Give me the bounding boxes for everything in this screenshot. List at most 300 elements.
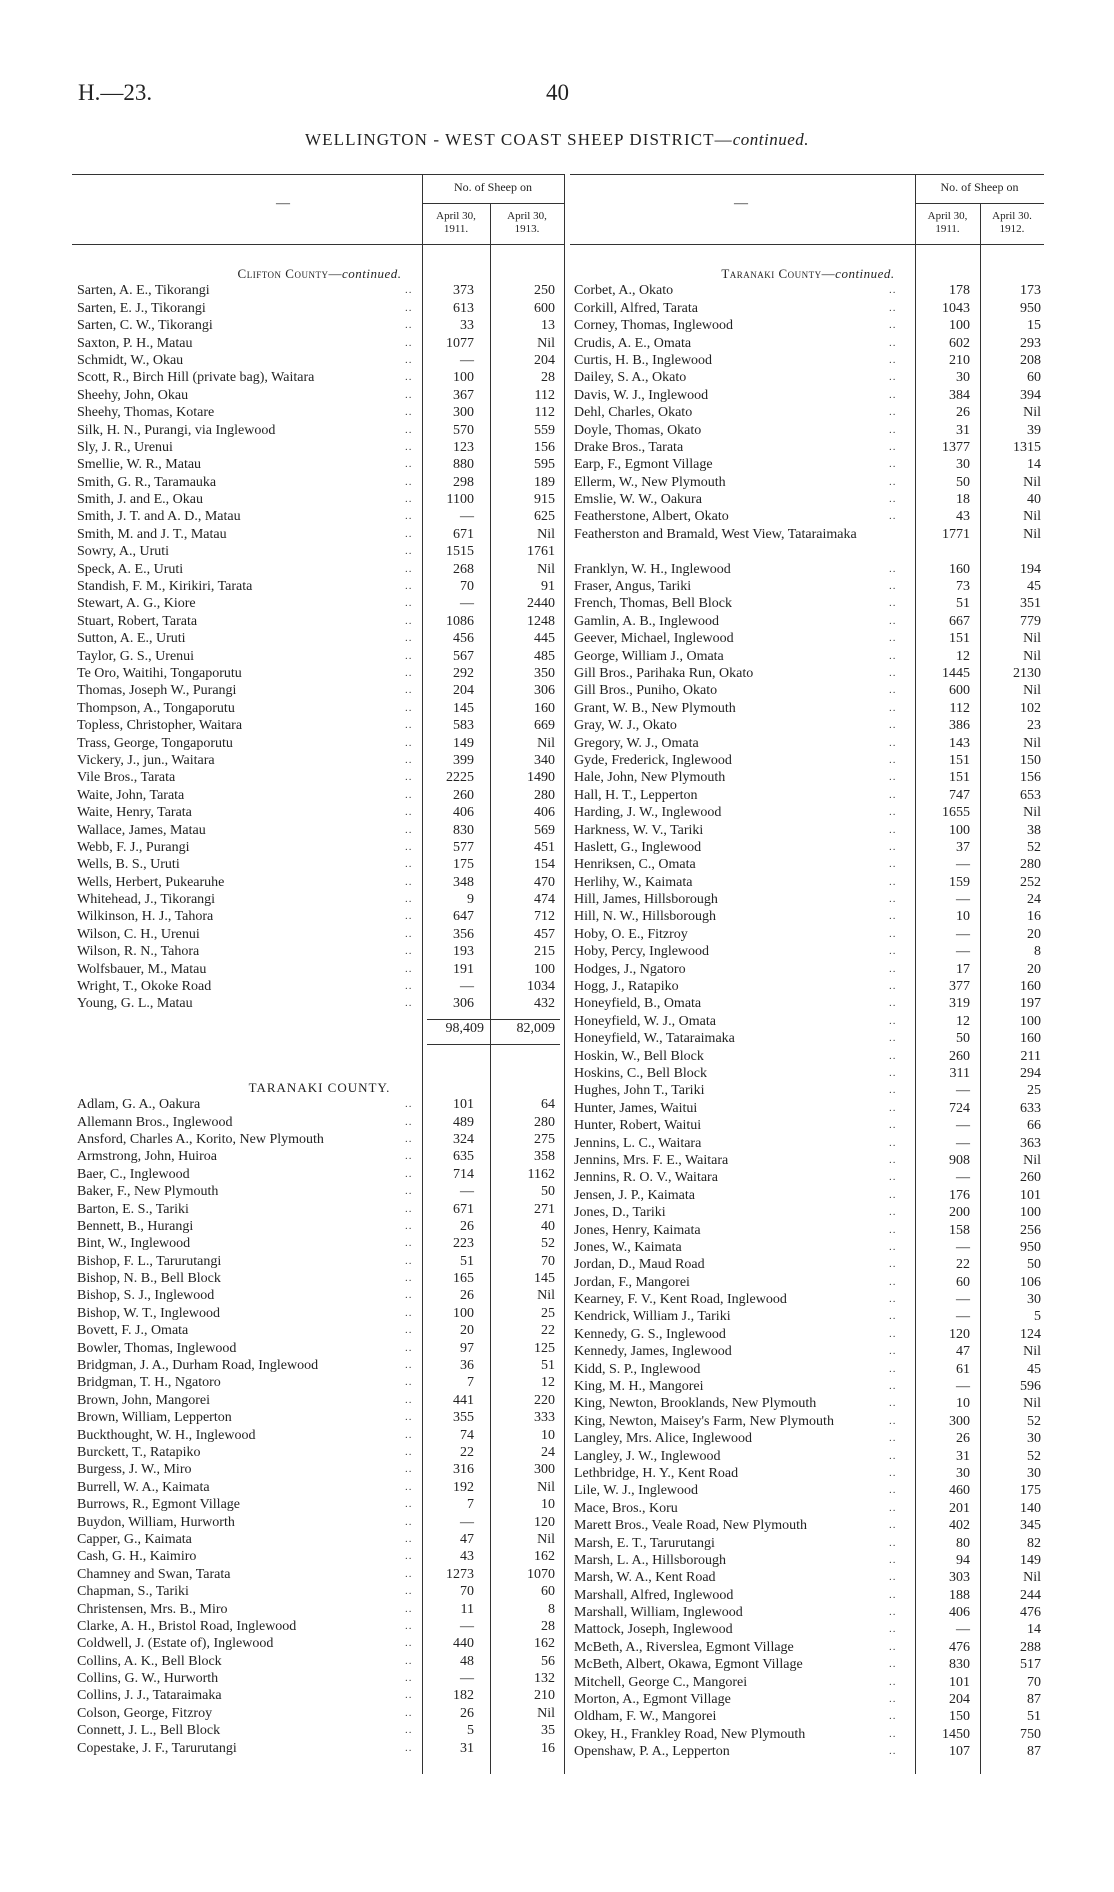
owner-name: Coldwell, J. (Estate of), Inglewood [77, 1636, 274, 1652]
leader-dots: .. [889, 1466, 897, 1479]
owner-name: Whitehead, J., Tikorangi [77, 892, 216, 908]
owner-name: Schmidt, W., Okau [77, 352, 184, 368]
sheep-count-1911: 300 [949, 1413, 970, 1429]
left-col1-line1: April 30, [436, 210, 476, 222]
sheep-count-later: 22 [541, 1323, 555, 1339]
table-row [574, 978, 1042, 995]
owner-name: Allemann Bros., Inglewood [77, 1114, 233, 1130]
owner-name: Armstrong, John, Huiroa [77, 1149, 217, 1165]
sheep-count-1911: 399 [453, 752, 474, 768]
leader-dots: .. [889, 1153, 897, 1166]
table-row [574, 1395, 1042, 1412]
table-row [77, 474, 562, 491]
owner-name: Bishop, N. B., Bell Block [77, 1271, 221, 1287]
table-row [77, 1461, 562, 1478]
right-group-header: No. of Sheep on [940, 180, 1019, 194]
owner-name: Smith, M. and J. T., Matau [77, 526, 227, 542]
leader-dots: .. [405, 493, 413, 506]
owner-name: Bint, W., Inglewood [77, 1236, 191, 1252]
leader-dots: .. [889, 893, 897, 906]
owner-name: Young, G. L., Matau [77, 996, 193, 1012]
table-row [574, 526, 1042, 561]
leader-dots: .. [889, 1553, 897, 1566]
sheep-count-later: 280 [1020, 857, 1041, 873]
table-row [77, 1705, 562, 1722]
sheep-count-later: 476 [1020, 1605, 1041, 1621]
leader-dots: .. [889, 667, 897, 679]
leader-dots: .. [889, 1119, 897, 1132]
sheep-count-later: 52 [1027, 1413, 1041, 1429]
leader-dots: .. [889, 423, 897, 436]
sheep-count-1911: 260 [453, 787, 474, 803]
table-row [77, 1531, 562, 1548]
leader-dots: .. [889, 580, 897, 593]
owner-name: Hall, H. T., Lepperton [574, 787, 698, 803]
owner-name: Bishop, F. L., Tarurutangi [77, 1253, 222, 1269]
leader-dots: .. [405, 945, 413, 958]
sheep-count-later: 271 [534, 1201, 555, 1217]
owner-name: Sheehy, Thomas, Kotare [77, 405, 215, 421]
sheep-count-1911: — [460, 1671, 474, 1687]
table-row [77, 317, 562, 334]
sheep-count-1911: 145 [453, 700, 474, 716]
sheep-count-later: 82 [1027, 1535, 1041, 1551]
sheep-count-1911: 583 [453, 718, 474, 734]
table-row [77, 1496, 562, 1513]
left-group-header: No. of Sheep on [454, 180, 532, 194]
owner-name: Scott, R., Birch Hill (private bag), Waitara [77, 370, 315, 386]
leader-dots: .. [889, 562, 897, 575]
sheep-count-1911: 51 [460, 1253, 474, 1269]
table-row [574, 595, 1042, 612]
sheep-count-later: 10 [541, 1427, 555, 1443]
sheep-count-later: 669 [534, 718, 555, 734]
owner-name: Jennins, Mrs. F. E., Waitara [574, 1152, 729, 1168]
sheep-count-later: 633 [1020, 1100, 1041, 1116]
leader-dots: .. [889, 684, 897, 697]
sheep-count-later: 2130 [1013, 666, 1041, 681]
table-row [574, 422, 1042, 439]
sheep-count-later: 595 [534, 457, 555, 473]
sheep-count-1911: 50 [956, 474, 970, 490]
leader-dots: .. [405, 1446, 413, 1458]
owner-name: Jones, D., Tariki [574, 1205, 666, 1221]
sheep-count-later: Nil [537, 1531, 555, 1547]
table-row [77, 978, 562, 995]
table-row [77, 1601, 562, 1618]
owner-name: Harkness, W. V., Tariki [574, 822, 704, 838]
sheep-count-1911: 48 [460, 1653, 474, 1669]
leader-dots: .. [405, 701, 413, 714]
left-section-heading-2: TARANAKI COUNTY. [248, 1079, 391, 1095]
sheep-count-1911: 47 [460, 1531, 474, 1547]
owner-name: Bridgman, J. A., Durham Road, Inglewood [77, 1358, 319, 1374]
sheep-count-later: 162 [534, 1549, 555, 1565]
sheep-count-1911: 31 [956, 1448, 970, 1464]
leader-dots: .. [889, 1136, 897, 1149]
left-col2-header [490, 210, 564, 236]
table-row [77, 717, 562, 734]
leader-dots: .. [405, 1637, 413, 1650]
leader-dots: .. [889, 1675, 897, 1688]
table-row [77, 961, 562, 978]
sheep-count-later: 189 [534, 474, 555, 490]
sheep-count-1911: 671 [453, 526, 474, 542]
table-row [77, 752, 562, 769]
leader-dots: .. [889, 1275, 897, 1288]
leader-dots: .. [889, 1519, 897, 1532]
leader-dots: .. [405, 1132, 413, 1145]
leader-dots: .. [889, 1223, 897, 1236]
sheep-count-1911: 94 [956, 1552, 970, 1568]
leader-dots: .. [405, 1150, 413, 1163]
table-row [77, 822, 562, 839]
leader-dots: .. [405, 475, 413, 488]
sheep-count-1911: 460 [949, 1483, 970, 1499]
owner-name: Trass, George, Tongaporutu [77, 735, 233, 751]
sheep-count-1911: 22 [460, 1445, 474, 1460]
leader-dots: .. [405, 719, 413, 732]
owner-name: Honeyfield, W., Tataraimaka [574, 1031, 735, 1047]
sheep-count-later: 60 [541, 1584, 555, 1600]
sheep-count-1911: 193 [453, 944, 474, 960]
table-row [574, 1065, 1042, 1082]
sheep-count-1911: 908 [949, 1152, 970, 1168]
table-row [77, 561, 562, 578]
sheep-count-later: Nil [1023, 735, 1041, 751]
table-row [77, 1548, 562, 1565]
leader-dots: .. [889, 475, 897, 488]
table-row [77, 1392, 562, 1409]
sheep-count-later: 45 [1027, 1361, 1041, 1377]
owner-name: Emslie, W. W., Oakura [574, 492, 702, 508]
table-row [574, 926, 1042, 943]
sheep-count-later: 45 [1027, 579, 1041, 595]
owner-name: Bishop, W. T., Inglewood [77, 1305, 220, 1321]
sheep-count-1911: 647 [453, 909, 474, 925]
owner-name: Wallace, James, Matau [77, 822, 206, 838]
sheep-count-1911: 292 [453, 665, 474, 681]
sheep-count-later: Nil [537, 1705, 555, 1721]
sheep-count-1911: 1100 [446, 492, 474, 508]
leader-dots: .. [405, 1672, 413, 1685]
table-row [574, 1117, 1042, 1134]
sheep-count-later: 712 [534, 909, 555, 925]
sheep-count-1911: 300 [453, 405, 474, 421]
table-row [574, 282, 1042, 299]
table-row [77, 1479, 562, 1496]
leader-dots: .. [405, 997, 413, 1010]
table-row [574, 943, 1042, 960]
sheep-count-later: 280 [534, 787, 555, 803]
leader-dots: .. [889, 1501, 897, 1514]
owner-name: Clarke, A. H., Bristol Road, Inglewood [77, 1618, 297, 1634]
sheep-count-1911: 26 [460, 1705, 474, 1721]
owner-name: Jones, Henry, Kaimata [574, 1222, 701, 1238]
owner-name: Baer, C., Inglewood [77, 1166, 190, 1182]
sheep-count-later: 1315 [1013, 439, 1041, 455]
page-number: 40 [546, 80, 569, 105]
owner-name: Doyle, Thomas, Okato [574, 422, 702, 438]
sheep-count-later: 112 [534, 405, 555, 421]
leader-dots: .. [889, 1588, 897, 1601]
leader-dots: .. [889, 597, 897, 610]
table-row [77, 1218, 562, 1235]
leader-dots: .. [889, 1206, 897, 1219]
leader-dots: .. [405, 319, 413, 332]
sheep-count-later: 173 [1020, 283, 1041, 299]
left-top-rule [72, 174, 564, 175]
leader-dots: .. [889, 753, 897, 766]
sheep-count-later: 470 [534, 874, 555, 890]
leader-dots: .. [889, 1397, 897, 1410]
table-row [574, 1082, 1042, 1099]
sheep-count-later: 2440 [527, 596, 555, 612]
leader-dots: .. [405, 545, 413, 558]
sheep-count-1911: 200 [949, 1205, 970, 1221]
sheep-count-1911: 1086 [446, 613, 474, 629]
table-row [77, 439, 562, 456]
table-row [574, 1691, 1042, 1708]
leader-dots: .. [405, 580, 413, 593]
leader-dots: .. [889, 1727, 897, 1740]
table-row [574, 1343, 1042, 1360]
owner-name: Jones, W., Kaimata [574, 1239, 682, 1255]
sheep-count-1911: 100 [453, 370, 474, 386]
owner-name: Marsh, E. T., Tarurutangi [574, 1535, 715, 1551]
table-row [77, 1183, 562, 1200]
left-rows-clifton [77, 282, 562, 1012]
table-row [77, 1374, 562, 1391]
leader-dots: .. [889, 301, 897, 314]
owner-name: Marsh, W. A., Kent Road [574, 1570, 716, 1586]
leader-dots: .. [889, 649, 897, 662]
sheep-count-later: 275 [534, 1131, 555, 1147]
section-title: Taranaki County— [721, 266, 836, 281]
leader-dots: .. [405, 1167, 413, 1180]
sheep-count-later: 210 [534, 1688, 555, 1704]
sheep-count-later: 64 [541, 1097, 555, 1113]
leader-dots: .. [405, 1689, 413, 1702]
sheep-count-1911: 303 [949, 1570, 970, 1586]
sheep-count-later: 30 [1027, 1292, 1041, 1308]
right-col2-line1: April 30. [992, 210, 1032, 222]
table-row [574, 1500, 1042, 1517]
sheep-count-1911: 210 [949, 352, 970, 368]
owner-name: Harding, J. W., Inglewood [574, 805, 722, 821]
table-row [574, 352, 1042, 369]
sheep-count-later: 294 [1020, 1065, 1041, 1081]
sheep-count-1911: 10 [956, 909, 970, 925]
sheep-count-later: 8 [548, 1601, 555, 1617]
sheep-count-1911: 176 [949, 1187, 970, 1203]
owner-name: Morton, A., Egmont Village [574, 1692, 731, 1708]
sheep-count-1911: 476 [949, 1639, 970, 1655]
owner-name: Wright, T., Okoke Road [77, 979, 212, 995]
table-row [574, 1135, 1042, 1152]
owner-name: Hunter, James, Waitui [574, 1100, 698, 1116]
leader-dots: .. [889, 1049, 897, 1062]
sheep-count-later: 101 [1020, 1187, 1041, 1203]
table-row [574, 839, 1042, 856]
sheep-count-later: 915 [534, 492, 555, 508]
table-row [574, 1152, 1042, 1169]
owner-name: Gray, W. J., Okato [574, 718, 677, 734]
owner-name: Collins, G. W., Hurworth [77, 1671, 219, 1687]
owner-name: Marshall, William, Inglewood [574, 1605, 743, 1621]
sheep-count-1911: 80 [956, 1535, 970, 1551]
leader-dots: .. [405, 1185, 413, 1198]
table-row [574, 335, 1042, 352]
owner-name: Drake Bros., Tarata [574, 439, 684, 455]
sheep-count-later: 145 [534, 1271, 555, 1287]
table-row [77, 1114, 562, 1131]
sheep-count-later: 340 [534, 752, 555, 768]
left-name-header: — [276, 196, 290, 211]
owner-name: Burrell, W. A., Kaimata [77, 1479, 210, 1495]
leader-dots: .. [889, 1014, 897, 1027]
leader-dots: .. [889, 371, 897, 384]
table-row [574, 1308, 1042, 1325]
sheep-count-later: 14 [1027, 457, 1041, 473]
owner-name: Burrows, R., Egmont Village [77, 1497, 241, 1513]
sheep-count-later: 160 [1020, 1031, 1041, 1047]
sheep-count-1911: 192 [453, 1479, 474, 1495]
table-row [574, 1187, 1042, 1204]
sheep-count-later: 432 [534, 996, 555, 1012]
owner-name: Corney, Thomas, Inglewood [574, 318, 734, 334]
table-row [77, 1618, 562, 1635]
table-row [77, 1687, 562, 1704]
sheep-count-1911: 50 [956, 1031, 970, 1047]
table-row [574, 1604, 1042, 1621]
leader-dots: .. [405, 1306, 413, 1319]
sheep-count-later: 345 [1020, 1518, 1041, 1534]
sheep-count-1911: 830 [453, 822, 474, 838]
sheep-count-later: 750 [1020, 1726, 1041, 1742]
owner-name: Speck, A. E., Uruti [77, 561, 184, 577]
sheep-count-later: Nil [1023, 509, 1041, 525]
sheep-count-later: 60 [1027, 370, 1041, 386]
leader-dots: .. [405, 423, 413, 436]
leader-dots: .. [405, 1706, 413, 1719]
table-row [77, 648, 562, 665]
sheep-count-1911: 440 [453, 1636, 474, 1652]
owner-name: Lile, W. J., Inglewood [574, 1483, 699, 1499]
sheep-count-1911: 143 [949, 735, 970, 751]
sheep-count-later: 779 [1020, 613, 1041, 629]
table-row [77, 700, 562, 717]
sheep-count-later: 23 [1027, 718, 1041, 734]
sheep-count-later: 162 [534, 1636, 555, 1652]
leader-dots: .. [405, 1463, 413, 1476]
sheep-count-later: 569 [534, 822, 555, 838]
leader-dots: .. [889, 1293, 897, 1306]
sheep-count-1911: 43 [956, 509, 970, 525]
owner-name: Mattock, Joseph, Inglewood [574, 1622, 733, 1638]
sheep-count-later: 124 [1020, 1326, 1041, 1342]
sheep-count-1911: 223 [453, 1236, 474, 1252]
sheep-count-1911: 159 [949, 874, 970, 890]
leader-dots: .. [405, 684, 413, 697]
owner-name: Barton, E. S., Tariki [77, 1201, 189, 1217]
sheep-count-later: 40 [1027, 492, 1041, 508]
sheep-count-1911: 191 [453, 961, 474, 977]
owner-name: Hill, James, Hillsborough [574, 892, 718, 908]
table-row [574, 682, 1042, 699]
sheep-count-1911: 268 [453, 561, 474, 577]
leader-dots: .. [889, 927, 897, 940]
sheep-count-later: 1162 [527, 1166, 555, 1182]
sheep-count-later: 50 [1027, 1257, 1041, 1273]
table-row [574, 1239, 1042, 1256]
sheep-count-1911: 18 [956, 492, 970, 508]
owner-name: Okey, H., Frankley Road, New Plymouth [574, 1726, 806, 1742]
leader-dots: .. [405, 510, 413, 523]
owner-name: Webb, F. J., Purangi [77, 839, 190, 855]
owner-name: Fraser, Angus, Tariki [574, 579, 692, 595]
owner-name: Bishop, S. J., Inglewood [77, 1288, 215, 1304]
sheep-count-later: 250 [534, 283, 555, 299]
owner-name: Marshall, Alfred, Inglewood [574, 1587, 734, 1603]
table-row [574, 1656, 1042, 1673]
owner-name: Kidd, S. P., Inglewood [574, 1361, 701, 1377]
leader-dots: .. [889, 284, 897, 297]
table-row [574, 474, 1042, 491]
table-row [77, 1670, 562, 1687]
table-row [574, 1274, 1042, 1291]
owner-name: Sarten, A. E., Tikorangi [77, 283, 210, 299]
sheep-count-1911: 188 [949, 1587, 970, 1603]
leader-dots: .. [405, 806, 413, 819]
table-row [574, 613, 1042, 630]
table-row [77, 1444, 562, 1461]
leader-dots: .. [889, 701, 897, 714]
sheep-count-1911: 384 [949, 387, 970, 403]
table-row [77, 1322, 562, 1339]
sheep-count-later: 457 [534, 926, 555, 942]
leader-dots: .. [405, 1202, 413, 1215]
sheep-count-1911: 101 [453, 1097, 474, 1113]
leader-dots: .. [405, 1393, 413, 1406]
table-row [574, 1621, 1042, 1638]
sheep-count-1911: 36 [460, 1358, 474, 1374]
owner-name: Chamney and Swan, Tarata [77, 1566, 231, 1582]
sheep-count-1911: — [460, 979, 474, 995]
sheep-count-later: 102 [1020, 700, 1041, 716]
leader-dots: .. [405, 1254, 413, 1267]
table-row [574, 1535, 1042, 1552]
sheep-count-later: 30 [1027, 1465, 1041, 1481]
table-row [574, 1448, 1042, 1465]
sheep-count-1911: — [460, 509, 474, 525]
sheep-count-later: 25 [541, 1305, 555, 1321]
table-row [574, 1639, 1042, 1656]
leader-dots: .. [889, 719, 897, 732]
leader-dots: .. [405, 1498, 413, 1511]
table-row [574, 317, 1042, 334]
sheep-count-later: 15 [1027, 318, 1041, 334]
owner-name: Hunter, Robert, Waitui [574, 1118, 702, 1134]
leader-dots: .. [405, 1585, 413, 1598]
leader-dots: .. [889, 1606, 897, 1619]
leader-dots: .. [889, 1710, 897, 1723]
owner-name: Hoby, O. E., Fitzroy [574, 926, 688, 942]
sheep-count-later: 140 [1020, 1500, 1041, 1516]
leader-dots: .. [889, 1345, 897, 1358]
sheep-count-later: Nil [537, 735, 555, 751]
sheep-count-later: 5 [1034, 1309, 1041, 1325]
